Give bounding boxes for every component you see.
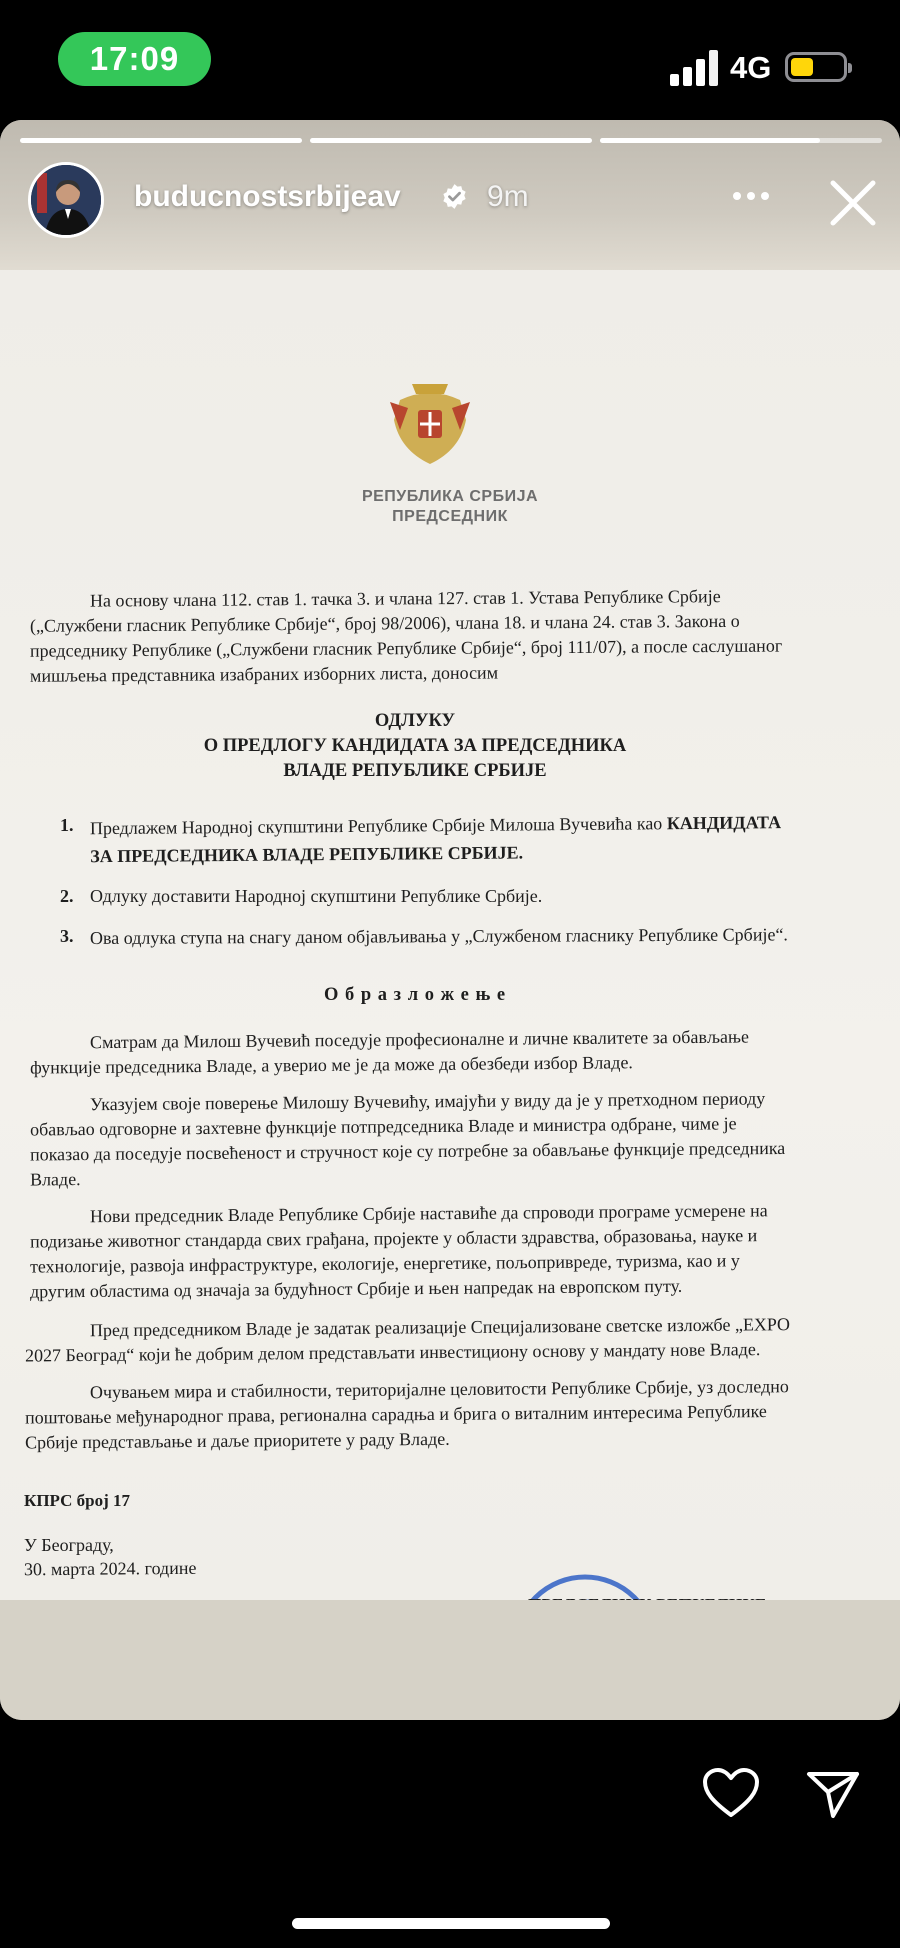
status-time[interactable]: 17:09 bbox=[58, 32, 211, 86]
story-timestamp: 9m bbox=[487, 180, 529, 213]
decree-title: ОДЛУКУ bbox=[374, 711, 456, 731]
avatar[interactable] bbox=[28, 162, 104, 238]
doc-header-president: ПРЕДСЕДНИК bbox=[392, 508, 508, 525]
reasoning-p3-l2: подизање животног стандарда свих грађана, пројекте у области здравства, образовања, науке и bbox=[29, 1225, 758, 1252]
reasoning-p5-l2: поштовање међународног права, регионална сарадња и брига о виталним интересима Републике bbox=[24, 1401, 767, 1428]
heart-icon[interactable] bbox=[702, 1767, 760, 1819]
close-icon[interactable] bbox=[825, 175, 881, 231]
decree-item-1: Предлажем Народној скупштини Републике Србије Милоша Вучевића као КАНДИДАТА ЗА ПРЕДСЕДНИКА ВЛАДЕ РЕПУБЛИКЕ СРБИЈЕ. bbox=[89, 812, 782, 867]
decree-title-line2: О ПРЕДЛОГУ КАНДИДАТА ЗА ПРЕДСЕДНИКА bbox=[203, 736, 627, 756]
send-icon[interactable] bbox=[806, 1768, 860, 1820]
item-number: 3. bbox=[60, 926, 74, 946]
background-surface bbox=[0, 1600, 900, 1720]
reasoning-heading: О б р а з л о ж е њ е bbox=[323, 985, 507, 1005]
document-photo bbox=[0, 270, 900, 1610]
reasoning-p2-l2: обављао одговорне и захтевне функције потпредседника Владе и министра одбране, чиме је bbox=[29, 1113, 737, 1140]
story-progress-segment-3 bbox=[600, 138, 882, 143]
coat-of-arms-icon bbox=[382, 376, 478, 468]
preamble-line-4: мишљења представника изабраних изборних листа, доносим bbox=[29, 662, 499, 686]
item-number: 1. bbox=[60, 815, 74, 835]
doc-header-republic: РЕПУБЛИКА СРБИЈА bbox=[361, 488, 539, 505]
story-viewer[interactable] bbox=[0, 120, 900, 1720]
reasoning-p2-l3: показао да поседује посвећеност и стручност које су потребне за обављање функције председника bbox=[29, 1137, 786, 1165]
decree-item-3: Ова одлука ступа на снагу даном објављивања у „Службеном гласнику Републике Србије“. bbox=[89, 924, 788, 948]
reasoning-p1-l2: функције председника Владе, а уверио ме је да може да обезбеди избор Владе. bbox=[29, 1052, 633, 1078]
battery-icon bbox=[785, 52, 847, 82]
reasoning-p5-l1: Очувањем мира и стабилности, територијалне целовитости Републике Србије, уз доследно bbox=[89, 1376, 789, 1403]
reasoning-p3-l4: другим областима од значаја за будућност Србије и њен напредак на европском путу. bbox=[29, 1275, 683, 1302]
reasoning-p5-l3: Србије представљање и даље приоритете у раду Владе. bbox=[24, 1428, 450, 1453]
preamble-line-2: („Службени гласник Републике Србије“, број 98/2006), члана 18. и члана 24. став 3. Закона о bbox=[29, 610, 740, 636]
preamble-line-1: На основу члана 112. став 1. тачка 3. и члана 127. став 1. Устава Републике Србије bbox=[89, 586, 721, 611]
home-indicator[interactable] bbox=[292, 1918, 610, 1929]
reasoning-p4-l2: 2027 Београд“ који ће добрим делом представљати инвестициону основу у мандату нове Владе. bbox=[24, 1339, 761, 1366]
item-number: 2. bbox=[60, 886, 74, 906]
reasoning-p3-l3: технологије, развоја инфраструктуре, екологије, енергетике, пољопривреде, туризма, као и у bbox=[29, 1250, 740, 1277]
story-footer bbox=[0, 1720, 900, 1948]
reasoning-p3-l1: Нови председник Владе Републике Србије наставиће да спроводи програме усмерене на bbox=[89, 1200, 768, 1227]
reasoning-p2-l1: Указујем своје поверење Милошу Вучевићу, имајући у виду да је у претходном периоду bbox=[89, 1088, 766, 1115]
signal-icon bbox=[670, 48, 718, 86]
preamble-line-3: председнику Републике („Службени гласник Републике Србије“, број 111/07), а после саслушаног bbox=[29, 635, 783, 661]
network-type: 4G bbox=[730, 50, 772, 85]
issue-date: 30. марта 2024. године bbox=[23, 1557, 197, 1580]
reasoning-p2-l4: Владе. bbox=[29, 1169, 81, 1190]
reasoning-p4-l1: Пред председником Владе је задатак реализације Специјализоване светске изложбе „EXPO bbox=[89, 1314, 790, 1341]
issue-place: У Београду, bbox=[24, 1535, 114, 1555]
reasoning-p1-l1: Сматрам да Милош Вучевић поседује професионалне и личне квалитете за обављање bbox=[89, 1026, 750, 1053]
story-progress-segment-1 bbox=[20, 138, 302, 143]
status-bar bbox=[0, 0, 900, 120]
more-icon[interactable] bbox=[733, 192, 769, 200]
story-progress-segment-2 bbox=[310, 138, 592, 143]
decree-item-2: Одлуку доставити Народној скупштини Републике Србије. bbox=[90, 886, 543, 906]
decree-title-line3: ВЛАДЕ РЕПУБЛИКЕ СРБИЈЕ bbox=[283, 761, 547, 781]
story-username[interactable]: buducnostsrbijeav bbox=[134, 180, 401, 213]
ref-number: КПРС број 17 bbox=[24, 1491, 131, 1510]
verified-badge-icon bbox=[441, 183, 468, 210]
